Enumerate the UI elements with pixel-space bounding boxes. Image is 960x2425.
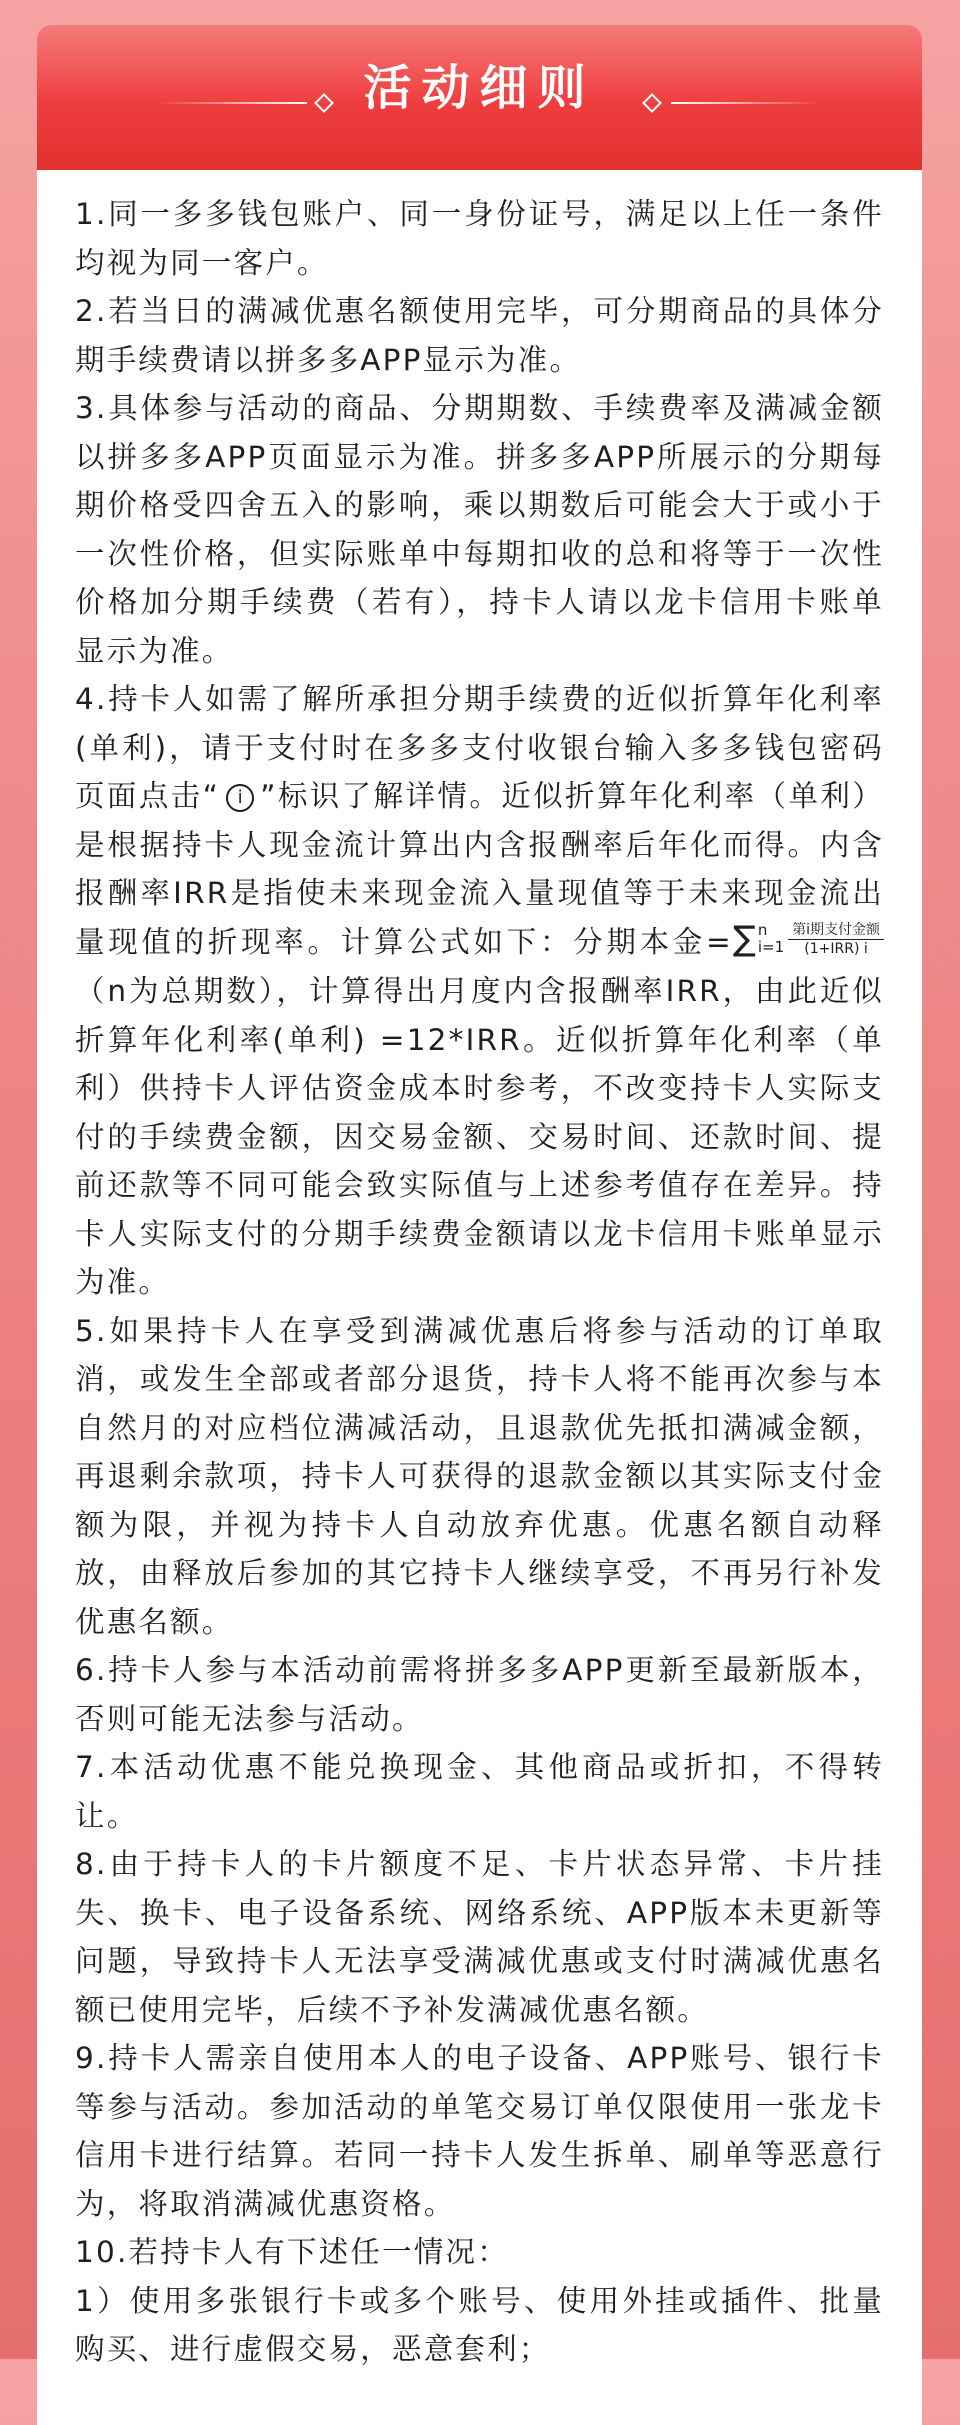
- sigma-limits: [758, 922, 784, 956]
- page-title: 活动细则: [363, 60, 596, 116]
- irr-formula: [733, 919, 884, 967]
- rules-card: [37, 25, 922, 2425]
- sigma-symbol: ∑: [732, 919, 756, 959]
- rule-4-text-b: ”标识了解详情。近似折算年化利率（单利）是根据持卡人现金流计算出内含报酬率后年化而得。内含报酬率IRR是指使未来现金流入量现值等于未来现金流出量现值的折现率。计算公式如下：分期本金=: [75, 779, 884, 959]
- rule-2: 2.若当日的满减优惠名额使用完毕，可分期商品的具体分期手续费请以拼多多APP显示为准。: [75, 294, 884, 377]
- rule-10-item-1: 1）使用多张银行卡或多个账号、使用外挂或插件、批量购买、进行虚假交易，恶意套利；: [75, 2283, 884, 2366]
- decoration-line: [671, 102, 821, 104]
- rule-7: 7.本活动优惠不能兑换现金、其他商品或折扣，不得转让。: [75, 1750, 884, 1833]
- info-icon: i: [226, 784, 254, 812]
- rule-10: 10.若持卡人有下述任一情况：: [75, 2235, 509, 2269]
- sigma-lower: i=1: [757, 938, 785, 956]
- sigma-upper: n: [757, 921, 768, 939]
- formula-fraction: [788, 921, 884, 958]
- right-decoration: [641, 93, 821, 113]
- rule-4-text-a: 4.持卡人如需了解所承担分期手续费的近似折算年化利率(单利)，请于支付时在多多支付收银台输入多多钱包密码页面点击“: [75, 682, 884, 813]
- rules-header: [37, 25, 922, 170]
- rule-4-text-c: （n为总期数），计算得出月度内含报酬率IRR，由此近似折算年化利率(单利) =12*IRR。近似折算年化利率（单利）供持卡人评估资金成本时参考，不改变持卡人实际支付的手续费金额，因交易金额、交易时间、还款时间、提前还款等不同可能会致实际值与上述参考值存在差异。持卡人实际支付的分期手续费金额请以龙卡信用卡账单显示为准。: [75, 974, 884, 1299]
- rule-4: [75, 675, 884, 1307]
- rules-content: [37, 170, 922, 2374]
- rule-5: 5.如果持卡人在享受到满减优惠后将参与活动的订单取消，或发生全部或者部分退货，持卡人将不能再次参与本自然月的对应档位满减活动，且退款优先抵扣满减金额，再退剩余款项，持卡人可获得的退款金额以其实际支付金额为限，并视为持卡人自动放弃优惠。优惠名额自动释放，由释放后参加的其它持卡人继续享受，不再另行补发优惠名额。: [75, 1313, 884, 1639]
- diamond-icon: [642, 93, 662, 113]
- fraction-numerator: 第i期支付金额: [788, 921, 884, 940]
- rule-6: 6.持卡人参与本活动前需将拼多多APP更新至最新版本，否则可能无法参与活动。: [75, 1653, 884, 1736]
- rule-8: 8.由于持卡人的卡片额度不足、卡片状态异常、卡片挂失、换卡、电子设备系统、网络系统、APP版本未更新等问题，导致持卡人无法享受满减优惠或支付时满减优惠名额已使用完毕，后续不予补发满减优惠名额。: [75, 1847, 884, 2027]
- rule-3: 3.具体参与活动的商品、分期期数、手续费率及满减金额以拼多多APP页面显示为准。拼多多APP所展示的分期每期价格受四舍五入的影响，乘以期数后可能会大于或小于一次性价格，但实际账单中每期扣收的总和将等于一次性价格加分期手续费（若有），持卡人请以龙卡信用卡账单显示为准。: [75, 391, 884, 668]
- rule-1: 1.同一多多钱包账户、同一身份证号，满足以上任一条件均视为同一客户。: [75, 197, 884, 280]
- rule-9: 9.持卡人需亲自使用本人的电子设备、APP账号、银行卡等参与活动。参加活动的单笔交易订单仅限使用一张龙卡信用卡进行结算。若同一持卡人发生拆单、刷单等恶意行为，将取消满减优惠资格。: [75, 2041, 884, 2221]
- fraction-denominator: (1+IRR) i: [804, 940, 868, 957]
